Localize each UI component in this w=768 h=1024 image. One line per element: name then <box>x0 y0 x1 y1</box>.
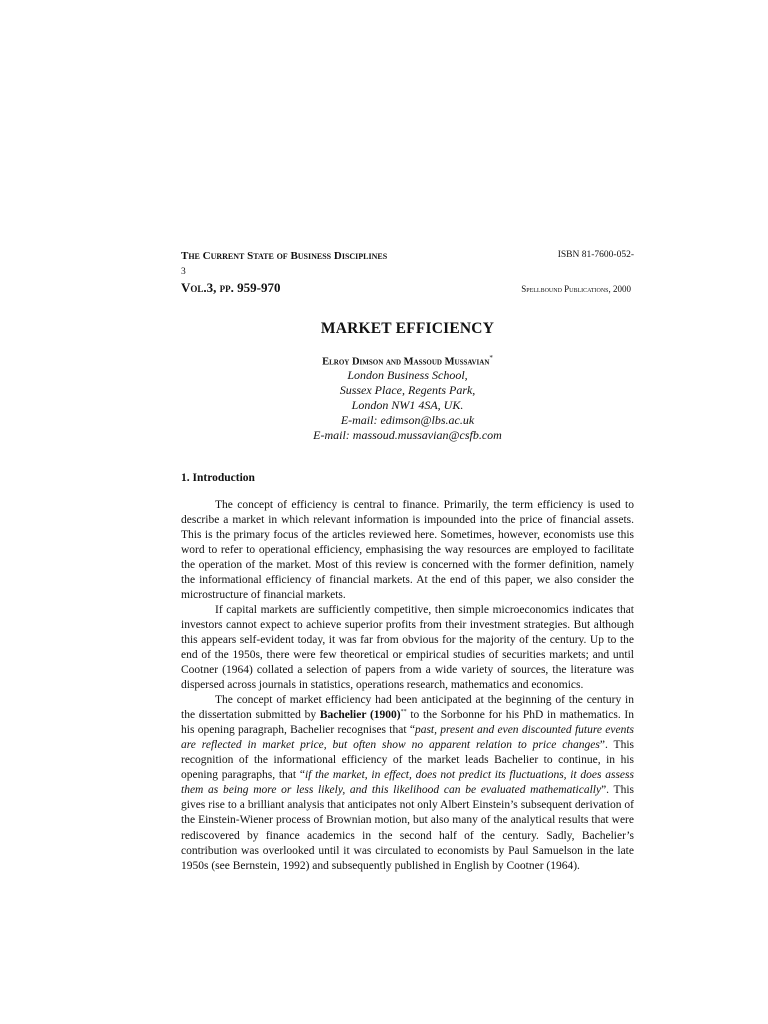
email-dimson: E-mail: edimson@lbs.ac.uk <box>340 412 475 427</box>
citation-footnote-mark: ** <box>400 709 407 716</box>
section-heading: 1. Introduction <box>181 471 255 484</box>
isbn: ISBN 81-7600-052- <box>557 250 634 260</box>
volume-pages: Vol.3, pp. 959-970 <box>181 280 281 295</box>
isbn-continuation: 3 <box>181 267 186 277</box>
affiliation-street: Sussex Place, Regents Park, <box>339 382 476 397</box>
email-mussavian: E-mail: massoud.mussavian@csfb.com <box>313 427 502 442</box>
paragraph-3 <box>181 693 634 874</box>
author-footnote-mark: * <box>489 354 493 362</box>
paper-page <box>181 250 634 874</box>
paper-title: MARKET EFFICIENCY <box>320 320 495 337</box>
bachelier-quote-2: if the market, in effect, does not predict its fluctuations, it does assess them as being more or less likely, and this likelihood can be evaluated mathematically <box>181 769 634 797</box>
paragraph-3-text-d: ”. This gives rise to a brilliant analysis that anticipates not only Albert Einstein’s subsequent derivation of the Einstein-Wiener process of Brownian motion, but also many of the analytical results that were rediscovered by finance academics in the second half of the century. Sadly, Bachelier’s contribution was overlooked until it was circulated to economists by Paul Samuelson in the late 1950s (see Bernstein, 1992) and subsequently published in English by Cootner (1964). <box>181 784 635 872</box>
bachelier-citation: Bachelier (1900) <box>319 709 401 722</box>
journal-name: The Current State of Business Disciplines <box>181 250 388 262</box>
paragraph-3-text-b: to the Sorbonne for his PhD in mathematics. In his opening paragraph, Bachelier recognises that “ <box>181 709 634 737</box>
authors: Elroy Dimson and Massoud Mussavian <box>322 356 490 368</box>
paragraph-3-text-c: ”. This recognition of the informational efficiency of the market leads Bachelier to continue, in his opening paragraphs, that “ <box>181 739 635 782</box>
affiliation-institution: London Business School, <box>347 367 468 382</box>
volume-header <box>181 280 634 304</box>
paragraph-3-text-a: The concept of market efficiency had been anticipated at the beginning of the century in the dissertation submitted by <box>181 694 634 722</box>
publisher: Spellbound Publications, 2000 <box>521 284 631 294</box>
paragraph-2: If capital markets are sufficiently competitive, then simple microeconomics indicates that investors cannot expect to achieve superior profits from their investment strategies. But although this appears self-evident today, it was far from obvious for the majority of the century. Up to the end of the 1950s, there were few theoretical or empirical studies of securities markets; and until Cootner (1964) collated a selection of papers from a wide variety of sources, the literature was dispersed across journals in statistics, operations research, mathematics and economics. <box>181 603 634 692</box>
bachelier-quote-1: past, present and even discounted future events are reflected in market price, but often show no apparent relation to price changes <box>181 724 634 752</box>
running-header <box>181 250 634 266</box>
paragraph-1: The concept of efficiency is central to finance. Primarily, the term efficiency is used to describe a market in which relevant information is impounded into the price of financial assets. This is the primary focus of the articles reviewed here. Sometimes, however, economists use this word to refer to operational efficiency, emphasising the way resources are employed to facilitate the operation of the market. Most of this review is concerned with the former definition, namely the informational efficiency of financial markets. At the end of this paper, we also consider the microstructure of financial markets. <box>181 498 634 601</box>
author-line <box>181 354 634 368</box>
affiliation-block <box>181 368 634 443</box>
affiliation-city: London NW1 4SA, UK. <box>351 397 464 412</box>
